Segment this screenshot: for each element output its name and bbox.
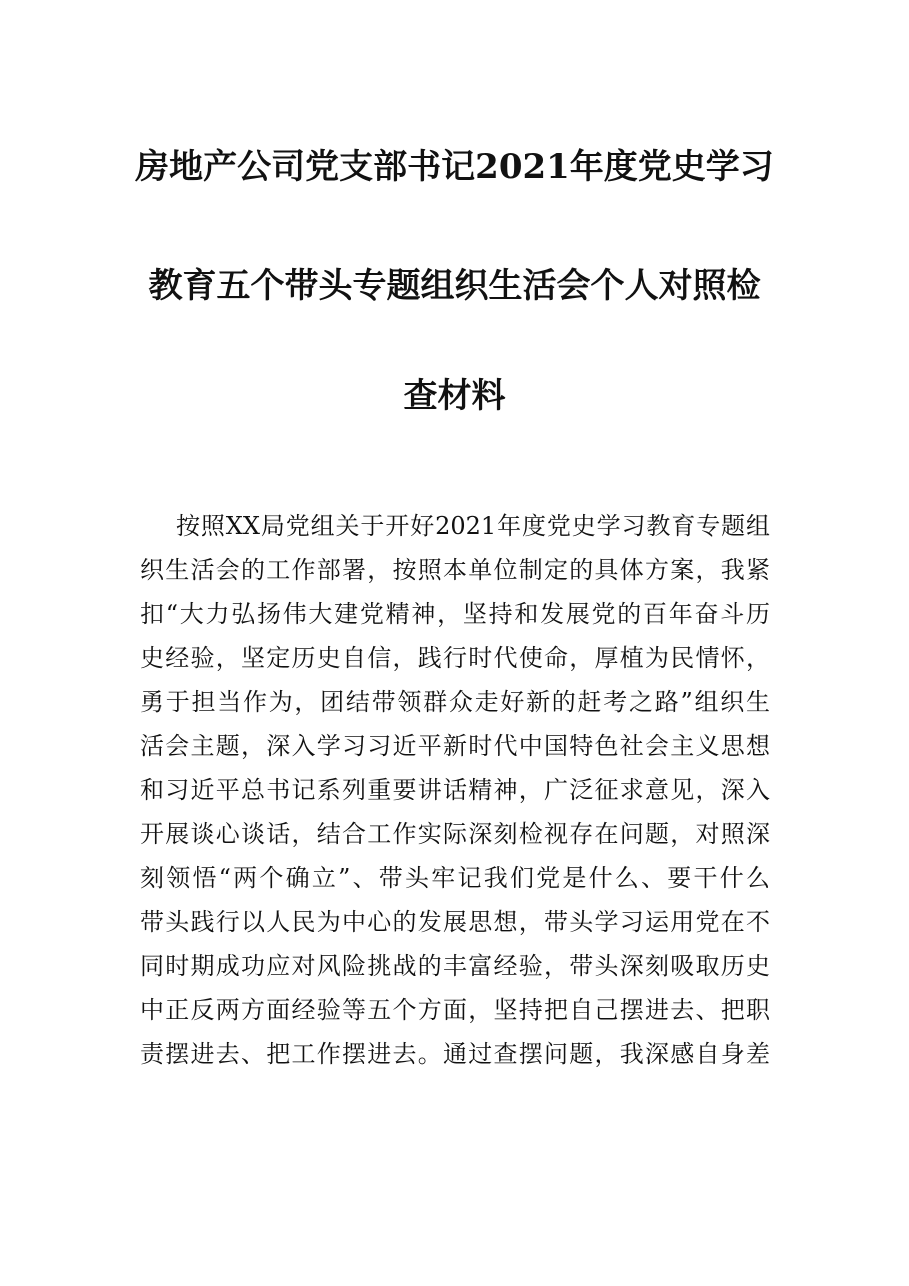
body-line-13: 责摆进去、把工作摆进去。通过查摆问题，我深感自身差: [140, 1040, 770, 1068]
body-line-8: 开展谈心谈话，结合工作实际深刻检视存在问题，对照深: [140, 820, 770, 848]
body-line-6: 活会主题，深入学习习近平新时代中国特色社会主义思想: [140, 732, 770, 760]
body-line-1: 按照XX局党组关于开好2021年度党史学习教育专题组: [176, 512, 770, 540]
body-line-4: 史经验，坚定历史自信，践行时代使命，厚植为民情怀，: [140, 644, 770, 672]
body-line-5: 勇于担当作为，团结带领群众走好新的赶考之路”组织生: [140, 688, 770, 716]
document-title-line-1: 房地产公司党支部书记2021年度党史学习: [135, 147, 774, 187]
body-line-2: 织生活会的工作部署，按照本单位制定的具体方案，我紧: [140, 556, 770, 584]
body-line-11: 同时期成功应对风险挑战的丰富经验，带头深刻吸取历史: [140, 952, 770, 980]
body-line-7: 和习近平总书记系列重要讲话精神，广泛征求意见，深入: [140, 776, 770, 804]
body-line-3: 扣“大力弘扬伟大建党精神，坚持和发展党的百年奋斗历: [140, 600, 770, 628]
document-title-line-2: 教育五个带头专题组织生活会个人对照检: [148, 266, 761, 306]
body-line-9: 刻领悟“两个确立”、带头牢记我们党是什么、要干什么: [140, 864, 770, 892]
document-title-line-3: 查材料: [403, 376, 506, 416]
body-line-12: 中正反两方面经验等五个方面，坚持把自己摆进去、把职: [140, 996, 770, 1024]
body-line-10: 带头践行以人民为中心的发展思想，带头学习运用党在不: [140, 908, 770, 936]
